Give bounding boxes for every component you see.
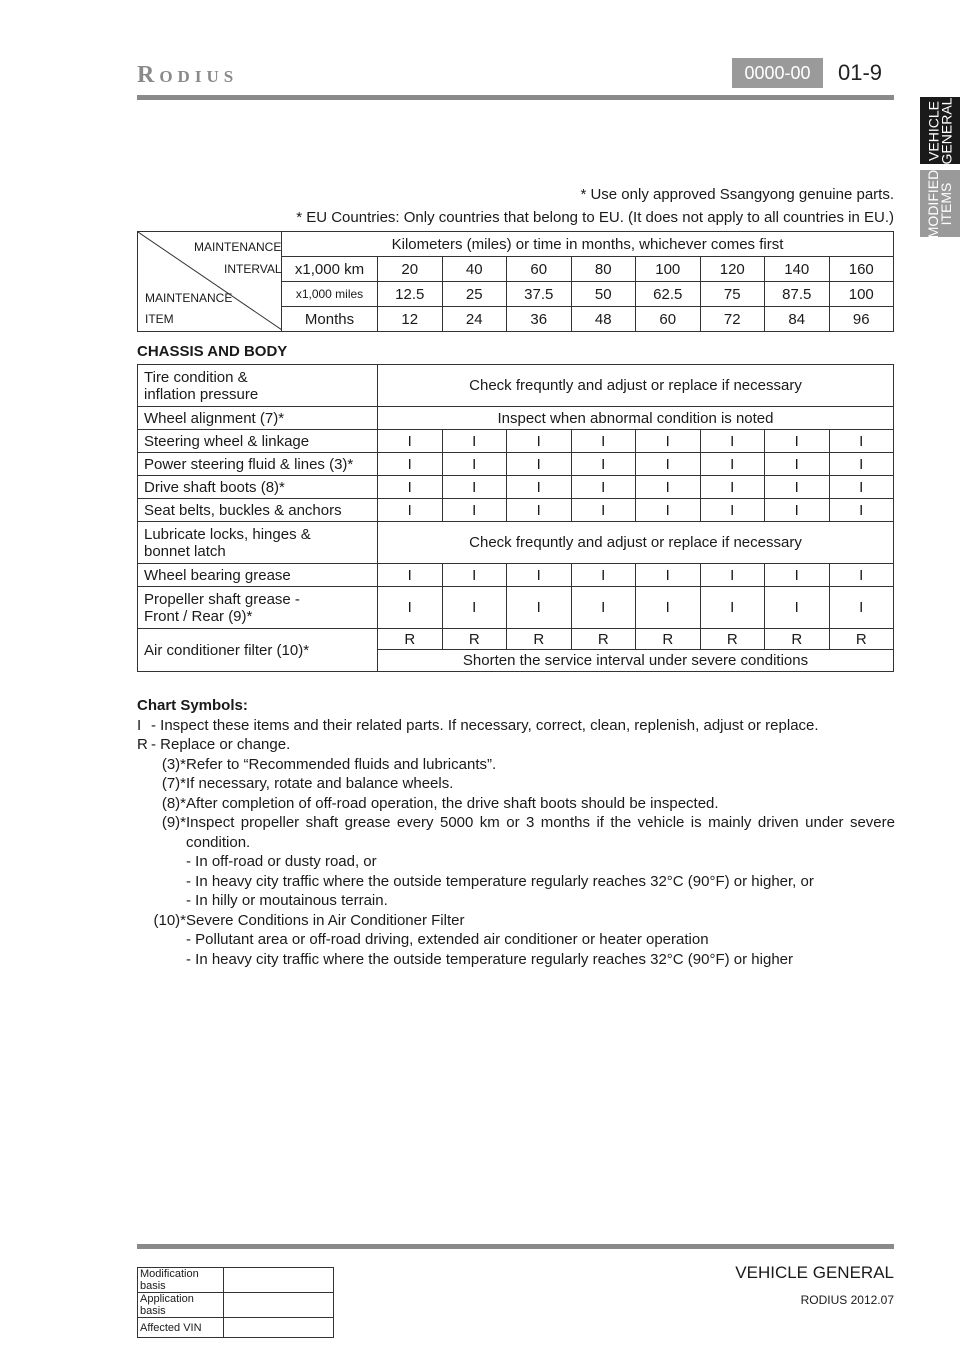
footer-divider — [137, 1244, 894, 1249]
table-cell: I — [507, 499, 572, 522]
symbol-i-text: - Inspect these items and their related parts. If necessary, correct, clean, replenish, adjust or replace. — [151, 716, 819, 734]
footnote-9-condition-2: - In heavy city traffic where the outside temperature regularly reaches 32°C (90°F) or higher, or — [186, 872, 814, 890]
footnote-8-text: After completion of off-road operation, the drive shaft boots should be inspected. — [186, 794, 719, 812]
table-cell: 20 — [378, 257, 443, 282]
affected-vin-label: Affected VIN — [138, 1318, 224, 1338]
table-cell: 40 — [442, 257, 507, 282]
table-cell: I — [378, 476, 443, 499]
table-row — [138, 430, 894, 453]
table-cell: I — [829, 564, 894, 587]
corner-item-label-2: ITEM — [145, 312, 174, 326]
table-cell: I — [700, 499, 765, 522]
table-cell: 12 — [378, 307, 443, 332]
table-cell: I — [571, 587, 636, 629]
section-title: CHASSIS AND BODY — [137, 343, 288, 360]
tab-vehicle-general[interactable] — [920, 97, 960, 164]
item-steering: Steering wheel & linkage — [138, 430, 378, 453]
table-cell: I — [571, 453, 636, 476]
table-cell: I — [700, 564, 765, 587]
footnote-7-key: (7)* — [161, 775, 186, 792]
footnote-9-key: (9)* — [161, 814, 186, 831]
application-basis-label: Application basis — [138, 1293, 224, 1318]
item-power-steering: Power steering fluid & lines (3)* — [138, 453, 378, 476]
corner-interval-label-1: MAINTENANCE — [194, 240, 282, 254]
table-row — [138, 1318, 334, 1338]
symbol-i-row — [119, 716, 895, 736]
header-divider — [137, 95, 894, 100]
item-propeller — [138, 587, 378, 629]
footnote-10-key: (10)* — [153, 911, 186, 929]
table-cell: 120 — [700, 257, 765, 282]
table-cell: R — [829, 629, 894, 650]
table-cell: R — [700, 629, 765, 650]
item-drive-shaft: Drive shaft boots (8)* — [138, 476, 378, 499]
genuine-parts-note: * Use only approved Ssangyong genuine parts. — [580, 186, 894, 203]
footnote-9-text: Inspect propeller shaft grease every 5000 km or 3 months if the vehicle is mainly driven under severe condition. — [186, 814, 895, 851]
locks-action: Check frequntly and adjust or replace if necessary — [378, 522, 894, 564]
table-cell: I — [700, 430, 765, 453]
table-cell: I — [829, 499, 894, 522]
symbol-i-key: I — [137, 716, 142, 734]
table-cell: I — [442, 476, 507, 499]
table-cell: 87.5 — [765, 282, 830, 307]
symbols-title: Chart Symbols: — [137, 697, 248, 714]
modification-table — [137, 1267, 334, 1338]
table-row — [138, 499, 894, 522]
footnote-8 — [119, 794, 895, 814]
table-cell: I — [829, 476, 894, 499]
table-cell: I — [571, 564, 636, 587]
item-alignment: Wheel alignment (7)* — [138, 407, 378, 430]
table-cell: I — [442, 587, 507, 629]
section-code-badge: 0000-00 — [732, 58, 823, 88]
table-row — [138, 564, 894, 587]
item-tire-line-2: inflation pressure — [144, 385, 259, 403]
table-cell: I — [765, 430, 830, 453]
item-tire-line-1: Tire condition & — [144, 368, 248, 386]
table-cell: I — [442, 499, 507, 522]
footnote-8-key: (8)* — [161, 794, 186, 812]
symbol-r-text: - Replace or change. — [151, 736, 291, 753]
tire-action: Check frequntly and adjust or replace if necessary — [378, 365, 894, 407]
table-cell: 50 — [571, 282, 636, 307]
unit-km: x1,000 km — [282, 257, 378, 282]
tab-vehicle-general-label: VEHICLE GENERAL — [925, 97, 955, 164]
table-cell: I — [636, 587, 701, 629]
table-cell: I — [378, 587, 443, 629]
table-cell: R — [378, 629, 443, 650]
footnote-3-key: (3)* — [161, 755, 186, 773]
table-row — [138, 1293, 334, 1318]
item-aircon: Air conditioner filter (10)* — [138, 629, 378, 672]
footnote-10 — [119, 911, 895, 931]
item-locks — [138, 522, 378, 564]
page-number: 01-9 — [838, 60, 883, 85]
table-cell: I — [636, 564, 701, 587]
table-cell: I — [829, 453, 894, 476]
table-cell: I — [571, 430, 636, 453]
table-cell: 25 — [442, 282, 507, 307]
table-cell: 80 — [571, 257, 636, 282]
footnote-3 — [119, 755, 895, 775]
table-cell: 24 — [442, 307, 507, 332]
table-row — [138, 522, 894, 564]
table-cell: I — [442, 564, 507, 587]
table-cell: I — [765, 453, 830, 476]
footnote-10-condition-2: - In heavy city traffic where the outside temperature regularly reaches 32°C (90°F) or higher — [186, 950, 794, 968]
table-cell: 84 — [765, 307, 830, 332]
table-cell: 62.5 — [636, 282, 701, 307]
table-cell: 60 — [507, 257, 572, 282]
table-row — [138, 587, 894, 629]
corner-item-label-1: MAINTENANCE — [145, 291, 233, 305]
footnote-3-text: Refer to “Recommended fluids and lubricants”. — [186, 755, 497, 773]
item-tire — [138, 365, 378, 407]
modification-basis-label: Modification basis — [138, 1268, 224, 1293]
table-cell: I — [507, 430, 572, 453]
table-cell: I — [378, 564, 443, 587]
table-cell: I — [442, 430, 507, 453]
footnote-9-condition-1: - In off-road or dusty road, or — [186, 853, 377, 870]
table-cell: I — [636, 476, 701, 499]
item-bearing: Wheel bearing grease — [138, 564, 378, 587]
table-cell: I — [442, 453, 507, 476]
footnote-7-text: If necessary, rotate and balance wheels. — [186, 775, 454, 792]
table-cell: R — [571, 629, 636, 650]
table-cell: I — [378, 430, 443, 453]
item-locks-line-2: bonnet latch — [144, 542, 226, 560]
table-cell: I — [507, 476, 572, 499]
table-cell: 36 — [507, 307, 572, 332]
table-cell: I — [700, 476, 765, 499]
table-cell: 100 — [636, 257, 701, 282]
table-cell: I — [378, 453, 443, 476]
modification-basis-value — [224, 1268, 334, 1293]
table-cell: I — [829, 587, 894, 629]
chart-symbols — [119, 696, 895, 969]
item-propeller-line-1: Propeller shaft grease - — [144, 590, 300, 608]
table-cell: I — [636, 453, 701, 476]
table-cell: 100 — [829, 282, 894, 307]
table-cell: 96 — [829, 307, 894, 332]
chassis-table — [137, 364, 894, 672]
symbol-r-key: R — [137, 736, 148, 753]
table-row — [138, 407, 894, 430]
table-row — [138, 1268, 334, 1293]
table-cell: I — [571, 476, 636, 499]
table-cell: I — [829, 430, 894, 453]
table-cell: R — [507, 629, 572, 650]
table-cell: I — [507, 453, 572, 476]
table-cell: 37.5 — [507, 282, 572, 307]
unit-miles: x1,000 miles — [282, 282, 378, 307]
alignment-action: Inspect when abnormal condition is noted — [378, 407, 894, 430]
table-cell: 48 — [571, 307, 636, 332]
table-cell: I — [700, 587, 765, 629]
table-cell: I — [507, 564, 572, 587]
application-basis-value — [224, 1293, 334, 1318]
interval-table — [137, 231, 894, 332]
table-cell: 12.5 — [378, 282, 443, 307]
tab-modified-items-label: MODIFIED ITEMS — [925, 169, 955, 238]
footer-version: RODIUS 2012.07 — [800, 1293, 894, 1307]
table-cell: 72 — [700, 307, 765, 332]
table-cell: R — [765, 629, 830, 650]
footnote-9 — [119, 813, 895, 852]
tab-modified-items[interactable] — [920, 170, 960, 237]
table-cell: I — [700, 453, 765, 476]
item-seat-belts: Seat belts, buckles & anchors — [138, 499, 378, 522]
table-cell: I — [765, 587, 830, 629]
table-cell: I — [378, 499, 443, 522]
table-cell: R — [636, 629, 701, 650]
footnote-7 — [119, 774, 895, 794]
footer-title: VEHICLE GENERAL — [735, 1263, 894, 1282]
table-cell: I — [571, 499, 636, 522]
symbol-r-row — [119, 735, 895, 755]
item-locks-line-1: Lubricate locks, hinges & — [144, 525, 311, 543]
table-cell: I — [765, 499, 830, 522]
table-corner-header — [138, 232, 282, 332]
footnote-10-condition-1: - Pollutant area or off-road driving, extended air conditioner or heater operation — [186, 931, 709, 948]
table-row — [138, 453, 894, 476]
table-cell: 140 — [765, 257, 830, 282]
eu-countries-note: * EU Countries: Only countries that belong to EU. (It does not apply to all countries in EU.) — [296, 209, 894, 226]
unit-months: Months — [282, 307, 378, 332]
affected-vin-value — [224, 1318, 334, 1338]
table-cell: I — [765, 476, 830, 499]
item-propeller-line-2: Front / Rear (9)* — [144, 607, 253, 625]
corner-interval-label-2: INTERVAL — [224, 262, 282, 276]
interval-heading: Kilometers (miles) or time in months, whichever comes first — [282, 232, 894, 257]
footnote-10-text: Severe Conditions in Air Conditioner Filter — [186, 911, 465, 929]
footnote-9-condition-3: - In hilly or moutainous terrain. — [186, 892, 388, 909]
table-cell: I — [765, 564, 830, 587]
table-row — [138, 476, 894, 499]
table-cell: 160 — [829, 257, 894, 282]
table-cell: I — [636, 499, 701, 522]
brand-logo: Rodius — [137, 62, 239, 88]
aircon-note: Shorten the service interval under severe conditions — [378, 650, 894, 672]
table-row — [138, 365, 894, 407]
table-cell: 75 — [700, 282, 765, 307]
table-row — [138, 629, 894, 650]
table-cell: R — [442, 629, 507, 650]
table-cell: I — [636, 430, 701, 453]
table-cell: I — [507, 587, 572, 629]
table-cell: 60 — [636, 307, 701, 332]
